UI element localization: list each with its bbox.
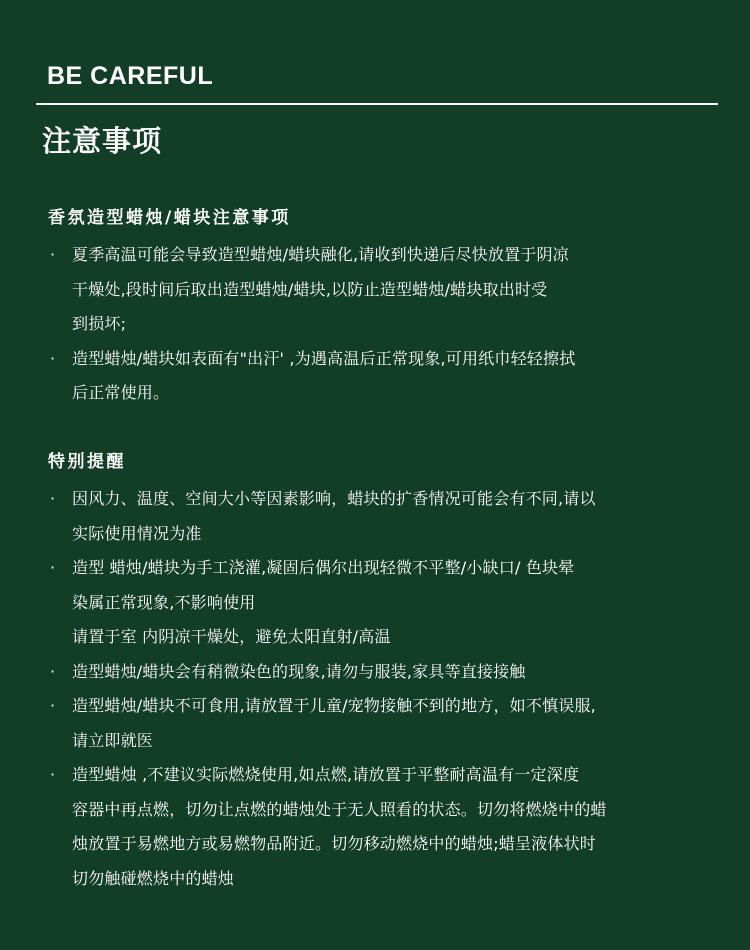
section-special-reminder xyxy=(48,449,743,896)
bullet-dot: · xyxy=(50,696,56,715)
list-item xyxy=(48,482,743,551)
bullet-dot: · xyxy=(50,245,56,264)
item-line: 容器中再点燃，切勿让点燃的蜡烛处于无人照看的状态。切勿将燃烧中的蜡 xyxy=(72,799,607,819)
item-line: 造型蜡烛/蜡块不可食用,请放置于儿童/宠物接触不到的地方，如不慎误服, xyxy=(72,696,596,715)
section-title: 香氛造型蜡烛/蜡块注意事项 xyxy=(48,208,291,228)
bullet-dot: · xyxy=(50,765,56,784)
item-line: 到损坏; xyxy=(72,314,127,333)
bullet-dot: · xyxy=(50,558,56,577)
list-item xyxy=(48,655,743,690)
item-line: 夏季高温可能会导致造型蜡烛/蜡块融化,请收到快递后尽快放置于阴凉 xyxy=(72,245,569,264)
item-line: 染属正常现象,不影响使用 xyxy=(72,592,256,612)
item-line: 切勿触碰燃烧中的蜡烛 xyxy=(72,868,235,888)
list-item xyxy=(48,238,743,342)
section-candle-notes xyxy=(48,205,743,411)
list-item xyxy=(48,342,743,411)
bullet-dot: · xyxy=(50,489,56,508)
item-line: 后正常使用。 xyxy=(72,383,170,402)
list-item xyxy=(48,551,743,655)
item-line: 造型 蜡烛/蜡块为手工浇灌,凝固后偶尔出现轻微不平整/小缺口/ 色块晕 xyxy=(72,558,575,577)
item-line: 请立即就医 xyxy=(72,730,154,750)
item-line: 因风力、温度、空间大小等因素影响，蜡块的扩香情况可能会有不同,请以 xyxy=(72,489,596,508)
header-divider xyxy=(36,103,718,105)
item-line: 请置于室 内阴凉干燥处，避免太阳直射/高温 xyxy=(72,627,391,646)
list-item xyxy=(48,758,743,896)
list-item xyxy=(48,689,743,758)
item-line: 烛放置于易燃地方或易燃物品附近。切勿移动燃烧中的蜡烛;蜡呈液体状时 xyxy=(72,834,596,853)
section-title: 特别提醒 xyxy=(48,452,126,472)
page-title: 注意事项 xyxy=(42,124,163,158)
bullet-dot: · xyxy=(50,348,56,368)
item-line: 实际使用情况为准 xyxy=(72,523,202,543)
item-line: 干燥处,段时间后取出造型蜡烛/蜡块,以防止造型蜡烛/蜡块取出时受 xyxy=(72,279,548,299)
header-title-en: BE CAREFUL xyxy=(47,62,214,90)
item-line: 造型蜡烛/蜡块如表面有"出汗' ,为遇高温后正常现象,可用纸巾轻轻擦拭 xyxy=(72,348,576,368)
item-line: 造型蜡烛 ,不建议实际燃烧使用,如点燃,请放置于平整耐高温有一定深度 xyxy=(72,765,580,784)
bullet-dot: · xyxy=(50,661,56,681)
item-line: 造型蜡烛/蜡块会有稍微染色的现象,请勿与服装,家具等直接接触 xyxy=(72,661,526,681)
